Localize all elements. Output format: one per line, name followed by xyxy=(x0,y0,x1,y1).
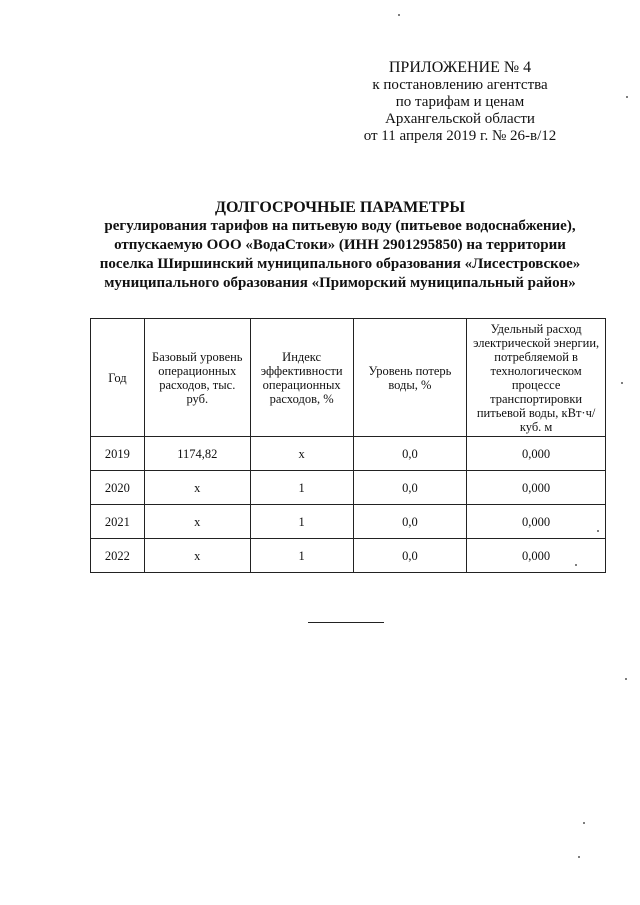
heading-line: отпускаемую ООО «ВодаСтоки» (ИНН 2901295850) на территории xyxy=(114,237,566,253)
scan-speck xyxy=(578,856,580,858)
header-base-opex: Базовый уровень операционных расходов, тыс. руб. xyxy=(144,319,250,437)
table-row xyxy=(91,471,606,505)
cell-base-opex: x xyxy=(144,505,250,539)
scan-speck xyxy=(575,564,577,566)
cell-base-opex: x xyxy=(144,539,250,573)
document-heading xyxy=(60,198,620,293)
cell-base-opex: 1174,82 xyxy=(144,437,250,471)
table-row xyxy=(91,539,606,573)
header-year: Год xyxy=(91,319,145,437)
header-water-loss: Уровень потерь воды, % xyxy=(353,319,467,437)
end-divider xyxy=(308,622,384,623)
cell-water-loss: 0,0 xyxy=(353,437,467,471)
scan-speck xyxy=(621,382,623,384)
cell-energy-consumption: 0,000 xyxy=(467,539,606,573)
scan-speck xyxy=(625,678,627,680)
cell-efficiency-index: 1 xyxy=(250,505,353,539)
header-energy-consumption: Удельный расход электрической энергии, потребляемой в технологическом процессе транспортировки питьевой воды, кВт·ч/куб. м xyxy=(467,319,606,437)
appendix-line: к постановлению агентства xyxy=(372,77,548,93)
scan-speck xyxy=(626,96,628,98)
table-row xyxy=(91,505,606,539)
cell-energy-consumption: 0,000 xyxy=(467,437,606,471)
appendix-line: Архангельской области xyxy=(385,111,535,127)
cell-water-loss: 0,0 xyxy=(353,505,467,539)
cell-efficiency-index: 1 xyxy=(250,471,353,505)
cell-water-loss: 0,0 xyxy=(353,539,467,573)
cell-efficiency-index: x xyxy=(250,437,353,471)
heading-line: регулирования тарифов на питьевую воду (питьевое водоснабжение), xyxy=(104,218,576,234)
cell-water-loss: 0,0 xyxy=(353,471,467,505)
table-header-row xyxy=(91,319,606,437)
cell-base-opex: x xyxy=(144,471,250,505)
cell-energy-consumption: 0,000 xyxy=(467,471,606,505)
cell-energy-consumption: 0,000 xyxy=(467,505,606,539)
cell-year: 2021 xyxy=(91,505,145,539)
appendix-title: ПРИЛОЖЕНИЕ № 4 xyxy=(388,59,532,76)
cell-year: 2022 xyxy=(91,539,145,573)
appendix-block xyxy=(340,58,580,145)
scan-speck xyxy=(583,822,585,824)
cell-year: 2020 xyxy=(91,471,145,505)
table-row xyxy=(91,437,606,471)
heading-line: поселка Ширшинский муниципального образования «Лисестровское» xyxy=(99,256,581,272)
cell-efficiency-index: 1 xyxy=(250,539,353,573)
appendix-line: по тарифам и ценам xyxy=(395,94,525,110)
parameters-table xyxy=(90,318,606,573)
header-efficiency-index: Индекс эффективности операционных расходов, % xyxy=(250,319,353,437)
scan-speck xyxy=(398,14,400,16)
scan-speck xyxy=(597,530,599,532)
heading-title: ДОЛГОСРОЧНЫЕ ПАРАМЕТРЫ xyxy=(214,199,466,216)
appendix-line: от 11 апреля 2019 г. № 26-в/12 xyxy=(363,128,557,144)
heading-line: муниципального образования «Приморский муниципальный район» xyxy=(104,275,576,291)
cell-year: 2019 xyxy=(91,437,145,471)
